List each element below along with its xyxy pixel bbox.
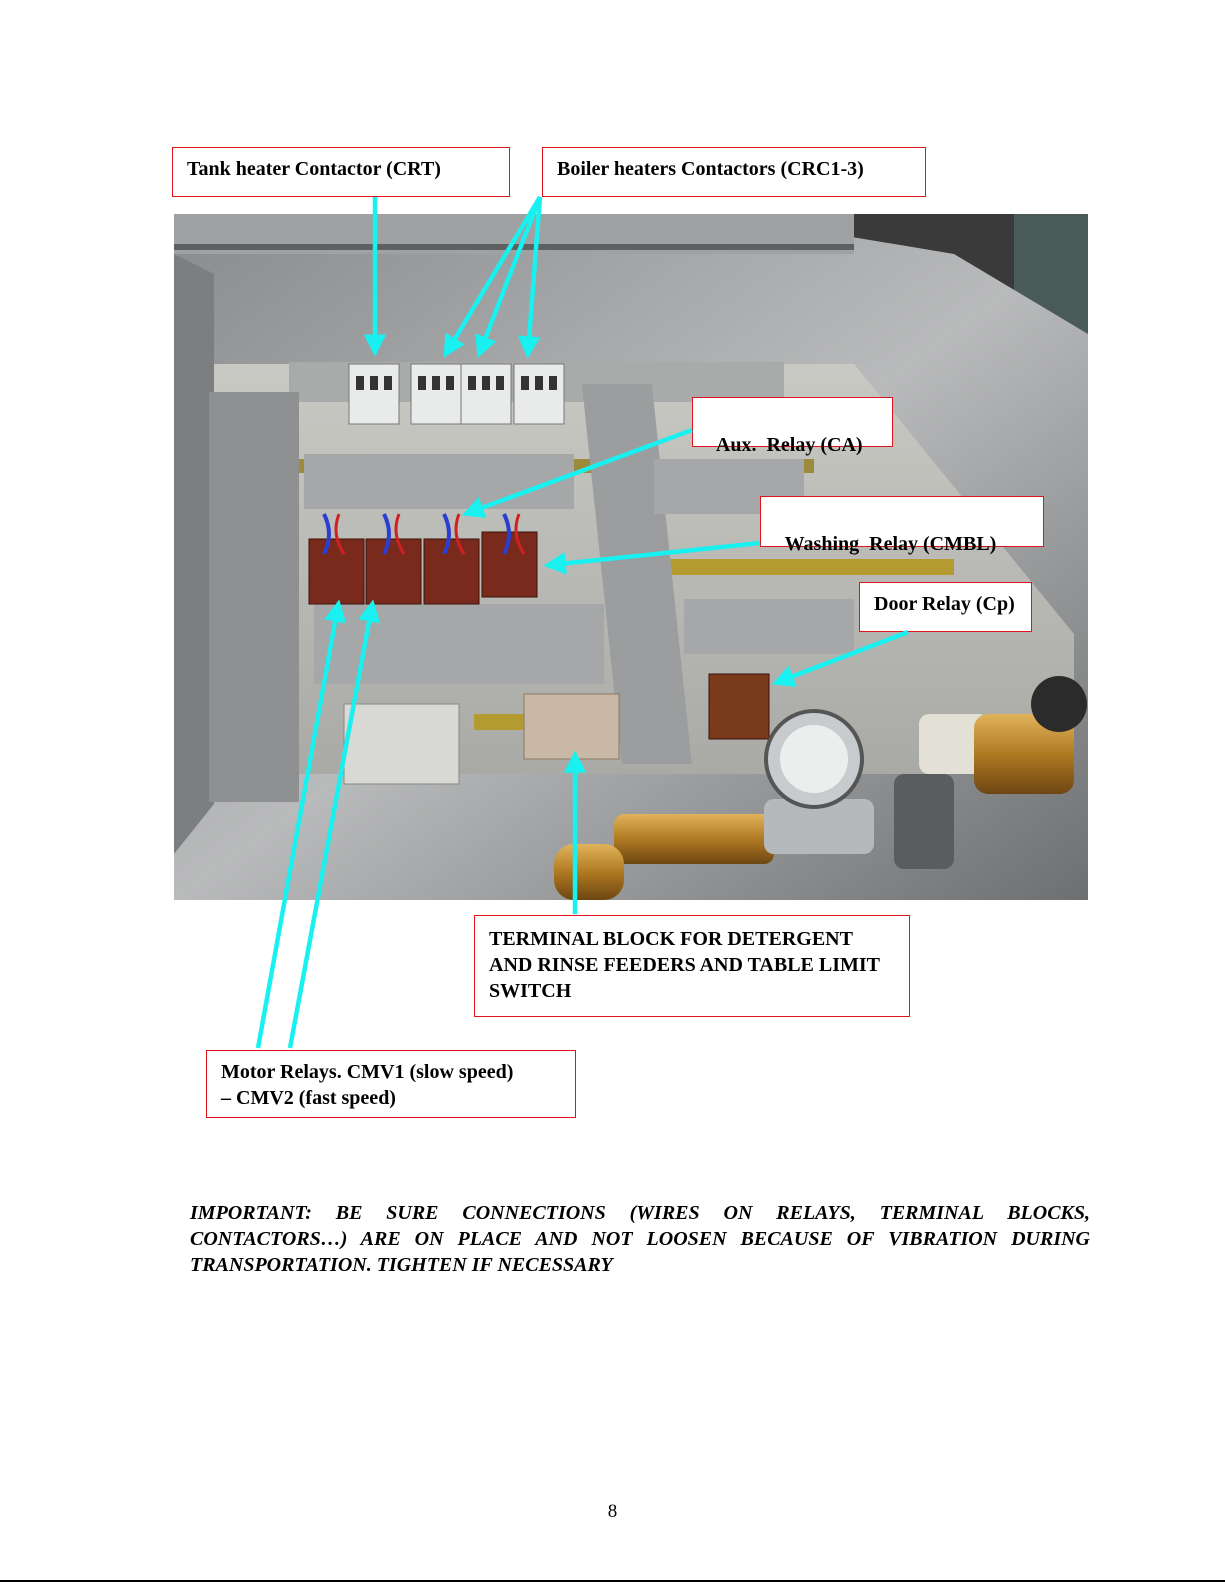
motor-relays-label-line1: Motor Relays. CMV1 (slow speed) [221, 1061, 514, 1083]
motor-relays-label-line2: – CMV2 (fast speed) [221, 1087, 396, 1109]
aux-relay-label: Aux. Relay (CA) [715, 434, 863, 456]
tank-heater-contactor-callout [172, 147, 510, 197]
terminal-block-label: TERMINAL BLOCK FOR DETERGENT AND RINSE FEEDERS AND TABLE LIMIT SWITCH [489, 928, 880, 1002]
motor-relays-callout [206, 1050, 576, 1118]
door-relay-label: Door Relay (Cp) [874, 593, 1015, 615]
washing-relay-label: Washing Relay (CMBL) [784, 533, 997, 555]
important-warning: IMPORTANT: BE SURE CONNECTIONS (WIRES ON RELAYS, TERMINAL BLOCKS, CONTACTORS…) ARE ON PLACE AND NOT LOOSEN BECAUSE OF VIBRATION DURING TRANSPORTATION. TIGHTEN IF NECESSARY [190, 1202, 1090, 1276]
boiler-heaters-contactors-label: Boiler heaters Contactors (CRC1-3) [557, 158, 864, 180]
washing-relay-callout [760, 496, 1044, 555]
tank-heater-contactor-label: Tank heater Contactor (CRT) [187, 158, 441, 180]
page-number: 8 [607, 1501, 618, 1522]
control-panel-photo [174, 214, 1088, 900]
boiler-heaters-contactors-callout [542, 147, 926, 197]
aux-relay-callout [692, 397, 893, 456]
door-relay-callout [859, 582, 1032, 632]
bottom-rule [0, 1580, 1225, 1582]
terminal-block-callout [474, 915, 910, 1017]
